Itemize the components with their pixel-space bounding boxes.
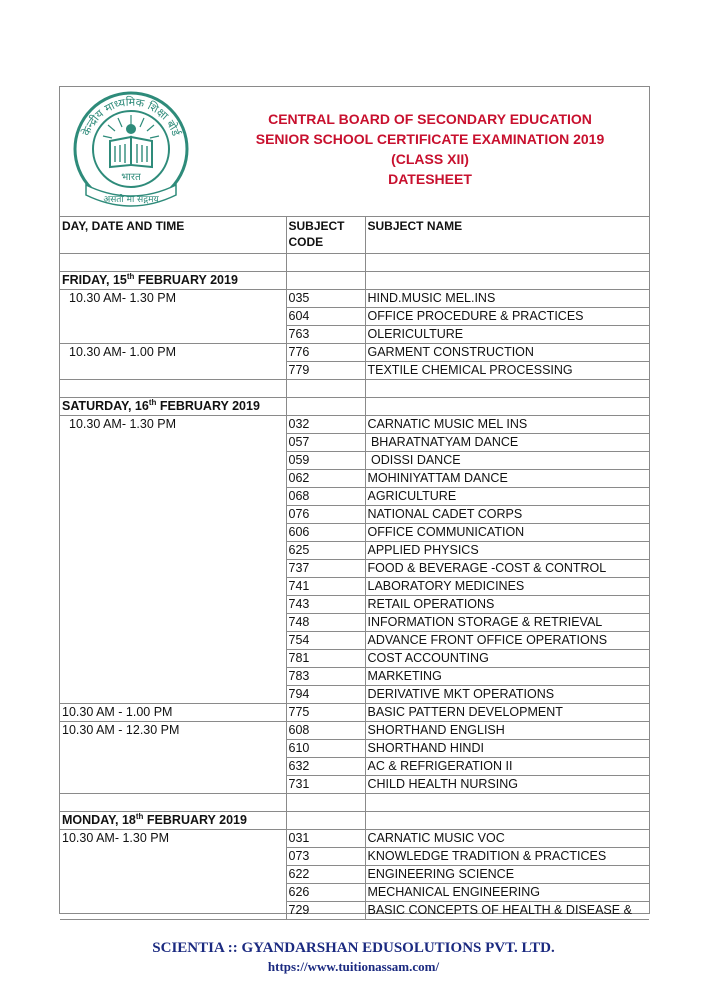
subject-code: 076 xyxy=(286,505,365,523)
time-cell-continued xyxy=(60,487,286,505)
day-date-cell xyxy=(60,397,286,415)
table-row xyxy=(60,829,649,847)
day-date-cell xyxy=(60,811,286,829)
day-date-cell xyxy=(60,271,286,289)
subject-code: 763 xyxy=(286,325,365,343)
subject-code: 626 xyxy=(286,883,365,901)
title-block xyxy=(225,109,635,189)
subject-code: 731 xyxy=(286,775,365,793)
subject-name: TEXTILE CHEMICAL PROCESSING xyxy=(365,361,649,379)
empty-cell xyxy=(286,271,365,289)
table-row xyxy=(60,901,649,919)
subject-code: 737 xyxy=(286,559,365,577)
empty-cell xyxy=(286,811,365,829)
class-title: (CLASS XII) xyxy=(391,151,469,167)
exam-title: SENIOR SCHOOL CERTIFICATE EXAMINATION 2019 xyxy=(255,131,605,147)
time-cell-continued xyxy=(60,649,286,667)
time-cell: 10.30 AM- 1.30 PM xyxy=(60,289,286,307)
table-row xyxy=(60,451,649,469)
table-row xyxy=(60,775,649,793)
datesheet-table xyxy=(60,217,649,920)
day-row xyxy=(60,397,649,415)
column-header-name: SUBJECT NAME xyxy=(365,217,649,253)
logo-lamp-icon xyxy=(126,124,136,134)
day-ordinal: th xyxy=(135,811,144,821)
table-row xyxy=(60,343,649,361)
day-weekday: MONDAY, 18 xyxy=(62,812,136,827)
table-row xyxy=(60,703,649,721)
subject-code: 031 xyxy=(286,829,365,847)
subject-code: 781 xyxy=(286,649,365,667)
subject-name: OFFICE PROCEDURE & PRACTICES xyxy=(365,307,649,325)
subject-name: LABORATORY MEDICINES xyxy=(365,577,649,595)
time-cell: 10.30 AM- 1.30 PM xyxy=(60,415,286,433)
time-cell-continued xyxy=(60,361,286,379)
day-weekday: FRIDAY, 15 xyxy=(62,272,127,287)
subject-name: FOOD & BEVERAGE -COST & CONTROL xyxy=(365,559,649,577)
subject-name: MOHINIYATTAM DANCE xyxy=(365,469,649,487)
empty-cell xyxy=(365,811,649,829)
empty-cell xyxy=(60,379,286,397)
subject-name: MECHANICAL ENGINEERING xyxy=(365,883,649,901)
table-row xyxy=(60,757,649,775)
table-row xyxy=(60,361,649,379)
subject-name: BASIC PATTERN DEVELOPMENT xyxy=(365,703,649,721)
subject-code: 068 xyxy=(286,487,365,505)
footer-company: SCIENTIA :: GYANDARSHAN EDUSOLUTIONS PVT. LTD. xyxy=(152,940,555,956)
time-cell-continued xyxy=(60,613,286,631)
subject-code: 057 xyxy=(286,433,365,451)
subject-name: AC & REFRIGERATION II xyxy=(365,757,649,775)
subject-code: 625 xyxy=(286,541,365,559)
time-cell-continued xyxy=(60,865,286,883)
table-row xyxy=(60,559,649,577)
subject-code: 783 xyxy=(286,667,365,685)
empty-cell xyxy=(60,253,286,271)
subject-code: 062 xyxy=(286,469,365,487)
time-cell-continued xyxy=(60,433,286,451)
time-cell-continued xyxy=(60,685,286,703)
subject-name: AGRICULTURE xyxy=(365,487,649,505)
table-row xyxy=(60,469,649,487)
subject-name: SHORTHAND HINDI xyxy=(365,739,649,757)
subject-name: SHORTHAND ENGLISH xyxy=(365,721,649,739)
table-row xyxy=(60,883,649,901)
empty-cell xyxy=(365,253,649,271)
subject-name: RETAIL OPERATIONS xyxy=(365,595,649,613)
time-cell-continued xyxy=(60,883,286,901)
table-row xyxy=(60,847,649,865)
table-row xyxy=(60,667,649,685)
subject-code: 779 xyxy=(286,361,365,379)
time-cell-continued xyxy=(60,595,286,613)
day-ordinal: th xyxy=(126,271,135,281)
subject-name: KNOWLEDGE TRADITION & PRACTICES xyxy=(365,847,649,865)
time-cell: 10.30 AM - 12.30 PM xyxy=(60,721,286,739)
time-cell-continued xyxy=(60,901,286,919)
subject-code: 608 xyxy=(286,721,365,739)
empty-cell xyxy=(286,379,365,397)
subject-name: BHARATNATYAM DANCE xyxy=(365,433,649,451)
empty-cell xyxy=(365,397,649,415)
subject-code: 632 xyxy=(286,757,365,775)
table-row xyxy=(60,307,649,325)
time-cell-continued xyxy=(60,325,286,343)
subject-code: 775 xyxy=(286,703,365,721)
time-cell-continued xyxy=(60,775,286,793)
time-cell-continued xyxy=(60,847,286,865)
table-row xyxy=(60,739,649,757)
subject-name: BASIC CONCEPTS OF HEALTH & DISEASE & xyxy=(365,901,649,919)
empty-cell xyxy=(286,793,365,811)
subject-code: 622 xyxy=(286,865,365,883)
time-cell-continued xyxy=(60,739,286,757)
subject-name: ENGINEERING SCIENCE xyxy=(365,865,649,883)
table-header-row xyxy=(60,217,649,253)
cbse-logo xyxy=(70,89,192,211)
table-row xyxy=(60,325,649,343)
subject-name: HIND.MUSIC MEL.INS xyxy=(365,289,649,307)
board-title: CENTRAL BOARD OF SECONDARY EDUCATION xyxy=(268,111,592,127)
day-row xyxy=(60,271,649,289)
document-header xyxy=(60,87,649,217)
time-cell-continued xyxy=(60,505,286,523)
empty-cell xyxy=(365,793,649,811)
table-row xyxy=(60,613,649,631)
subject-name: ODISSI DANCE xyxy=(365,451,649,469)
day-month-year: FEBRUARY 2019 xyxy=(156,398,260,413)
table-row xyxy=(60,433,649,451)
subject-code: 032 xyxy=(286,415,365,433)
subject-code: 604 xyxy=(286,307,365,325)
table-row xyxy=(60,865,649,883)
table-row xyxy=(60,649,649,667)
footer-url[interactable]: https://www.tuitionassam.com/ xyxy=(267,959,440,974)
subject-code: 741 xyxy=(286,577,365,595)
subject-code: 059 xyxy=(286,451,365,469)
table-row xyxy=(60,523,649,541)
subject-code: 610 xyxy=(286,739,365,757)
table-row xyxy=(60,289,649,307)
time-cell-continued xyxy=(60,469,286,487)
empty-cell xyxy=(286,397,365,415)
empty-cell xyxy=(365,271,649,289)
subject-name: OLERICULTURE xyxy=(365,325,649,343)
subject-name: MARKETING xyxy=(365,667,649,685)
time-cell-continued xyxy=(60,451,286,469)
time-cell-continued xyxy=(60,631,286,649)
empty-cell xyxy=(286,253,365,271)
subject-name: CARNATIC MUSIC MEL INS xyxy=(365,415,649,433)
datesheet-title: DATESHEET xyxy=(388,171,472,187)
table-row xyxy=(60,577,649,595)
subject-code: 035 xyxy=(286,289,365,307)
column-header-day: DAY, DATE AND TIME xyxy=(60,217,286,253)
table-row xyxy=(60,541,649,559)
empty-cell xyxy=(60,793,286,811)
datesheet-document xyxy=(59,86,650,917)
empty-cell xyxy=(365,379,649,397)
day-ordinal: th xyxy=(148,397,157,407)
subject-code: 743 xyxy=(286,595,365,613)
subject-name: INFORMATION STORAGE & RETRIEVAL xyxy=(365,613,649,631)
time-cell-continued xyxy=(60,577,286,595)
subject-name: NATIONAL CADET CORPS xyxy=(365,505,649,523)
logo-ribbon-text: असतो मा सद्गमय xyxy=(103,195,159,205)
subject-name: CARNATIC MUSIC VOC xyxy=(365,829,649,847)
subject-code: 794 xyxy=(286,685,365,703)
subject-code: 776 xyxy=(286,343,365,361)
subject-code: 729 xyxy=(286,901,365,919)
day-weekday: SATURDAY, 16 xyxy=(62,398,149,413)
time-cell-continued xyxy=(60,307,286,325)
table-row xyxy=(60,631,649,649)
subject-code: 754 xyxy=(286,631,365,649)
table-row xyxy=(60,487,649,505)
subject-code: 748 xyxy=(286,613,365,631)
time-cell-continued xyxy=(60,757,286,775)
time-cell: 10.30 AM - 1.00 PM xyxy=(60,703,286,721)
spacer-row xyxy=(60,379,649,397)
table-row xyxy=(60,595,649,613)
spacer-row xyxy=(60,793,649,811)
day-month-year: FEBRUARY 2019 xyxy=(134,272,238,287)
subject-name: CHILD HEALTH NURSING xyxy=(365,775,649,793)
subject-code: 606 xyxy=(286,523,365,541)
subject-name: APPLIED PHYSICS xyxy=(365,541,649,559)
column-header-code: SUBJECT CODE xyxy=(286,217,365,253)
subject-name: OFFICE COMMUNICATION xyxy=(365,523,649,541)
subject-name: DERIVATIVE MKT OPERATIONS xyxy=(365,685,649,703)
footer xyxy=(0,938,707,976)
time-cell: 10.30 AM- 1.30 PM xyxy=(60,829,286,847)
spacer-row xyxy=(60,253,649,271)
logo-ring-text: केन्द्रीय माध्यमिक शिक्षा बोर्ड xyxy=(79,95,183,138)
day-row xyxy=(60,811,649,829)
subject-name: GARMENT CONSTRUCTION xyxy=(365,343,649,361)
time-cell-continued xyxy=(60,541,286,559)
table-row xyxy=(60,685,649,703)
subject-code: 073 xyxy=(286,847,365,865)
time-cell: 10.30 AM- 1.00 PM xyxy=(60,343,286,361)
time-cell-continued xyxy=(60,667,286,685)
day-month-year: FEBRUARY 2019 xyxy=(143,812,247,827)
table-row xyxy=(60,505,649,523)
table-row xyxy=(60,415,649,433)
subject-name: ADVANCE FRONT OFFICE OPERATIONS xyxy=(365,631,649,649)
time-cell-continued xyxy=(60,523,286,541)
logo-center-text: भारत xyxy=(121,172,141,183)
table-row xyxy=(60,721,649,739)
subject-name: COST ACCOUNTING xyxy=(365,649,649,667)
time-cell-continued xyxy=(60,559,286,577)
